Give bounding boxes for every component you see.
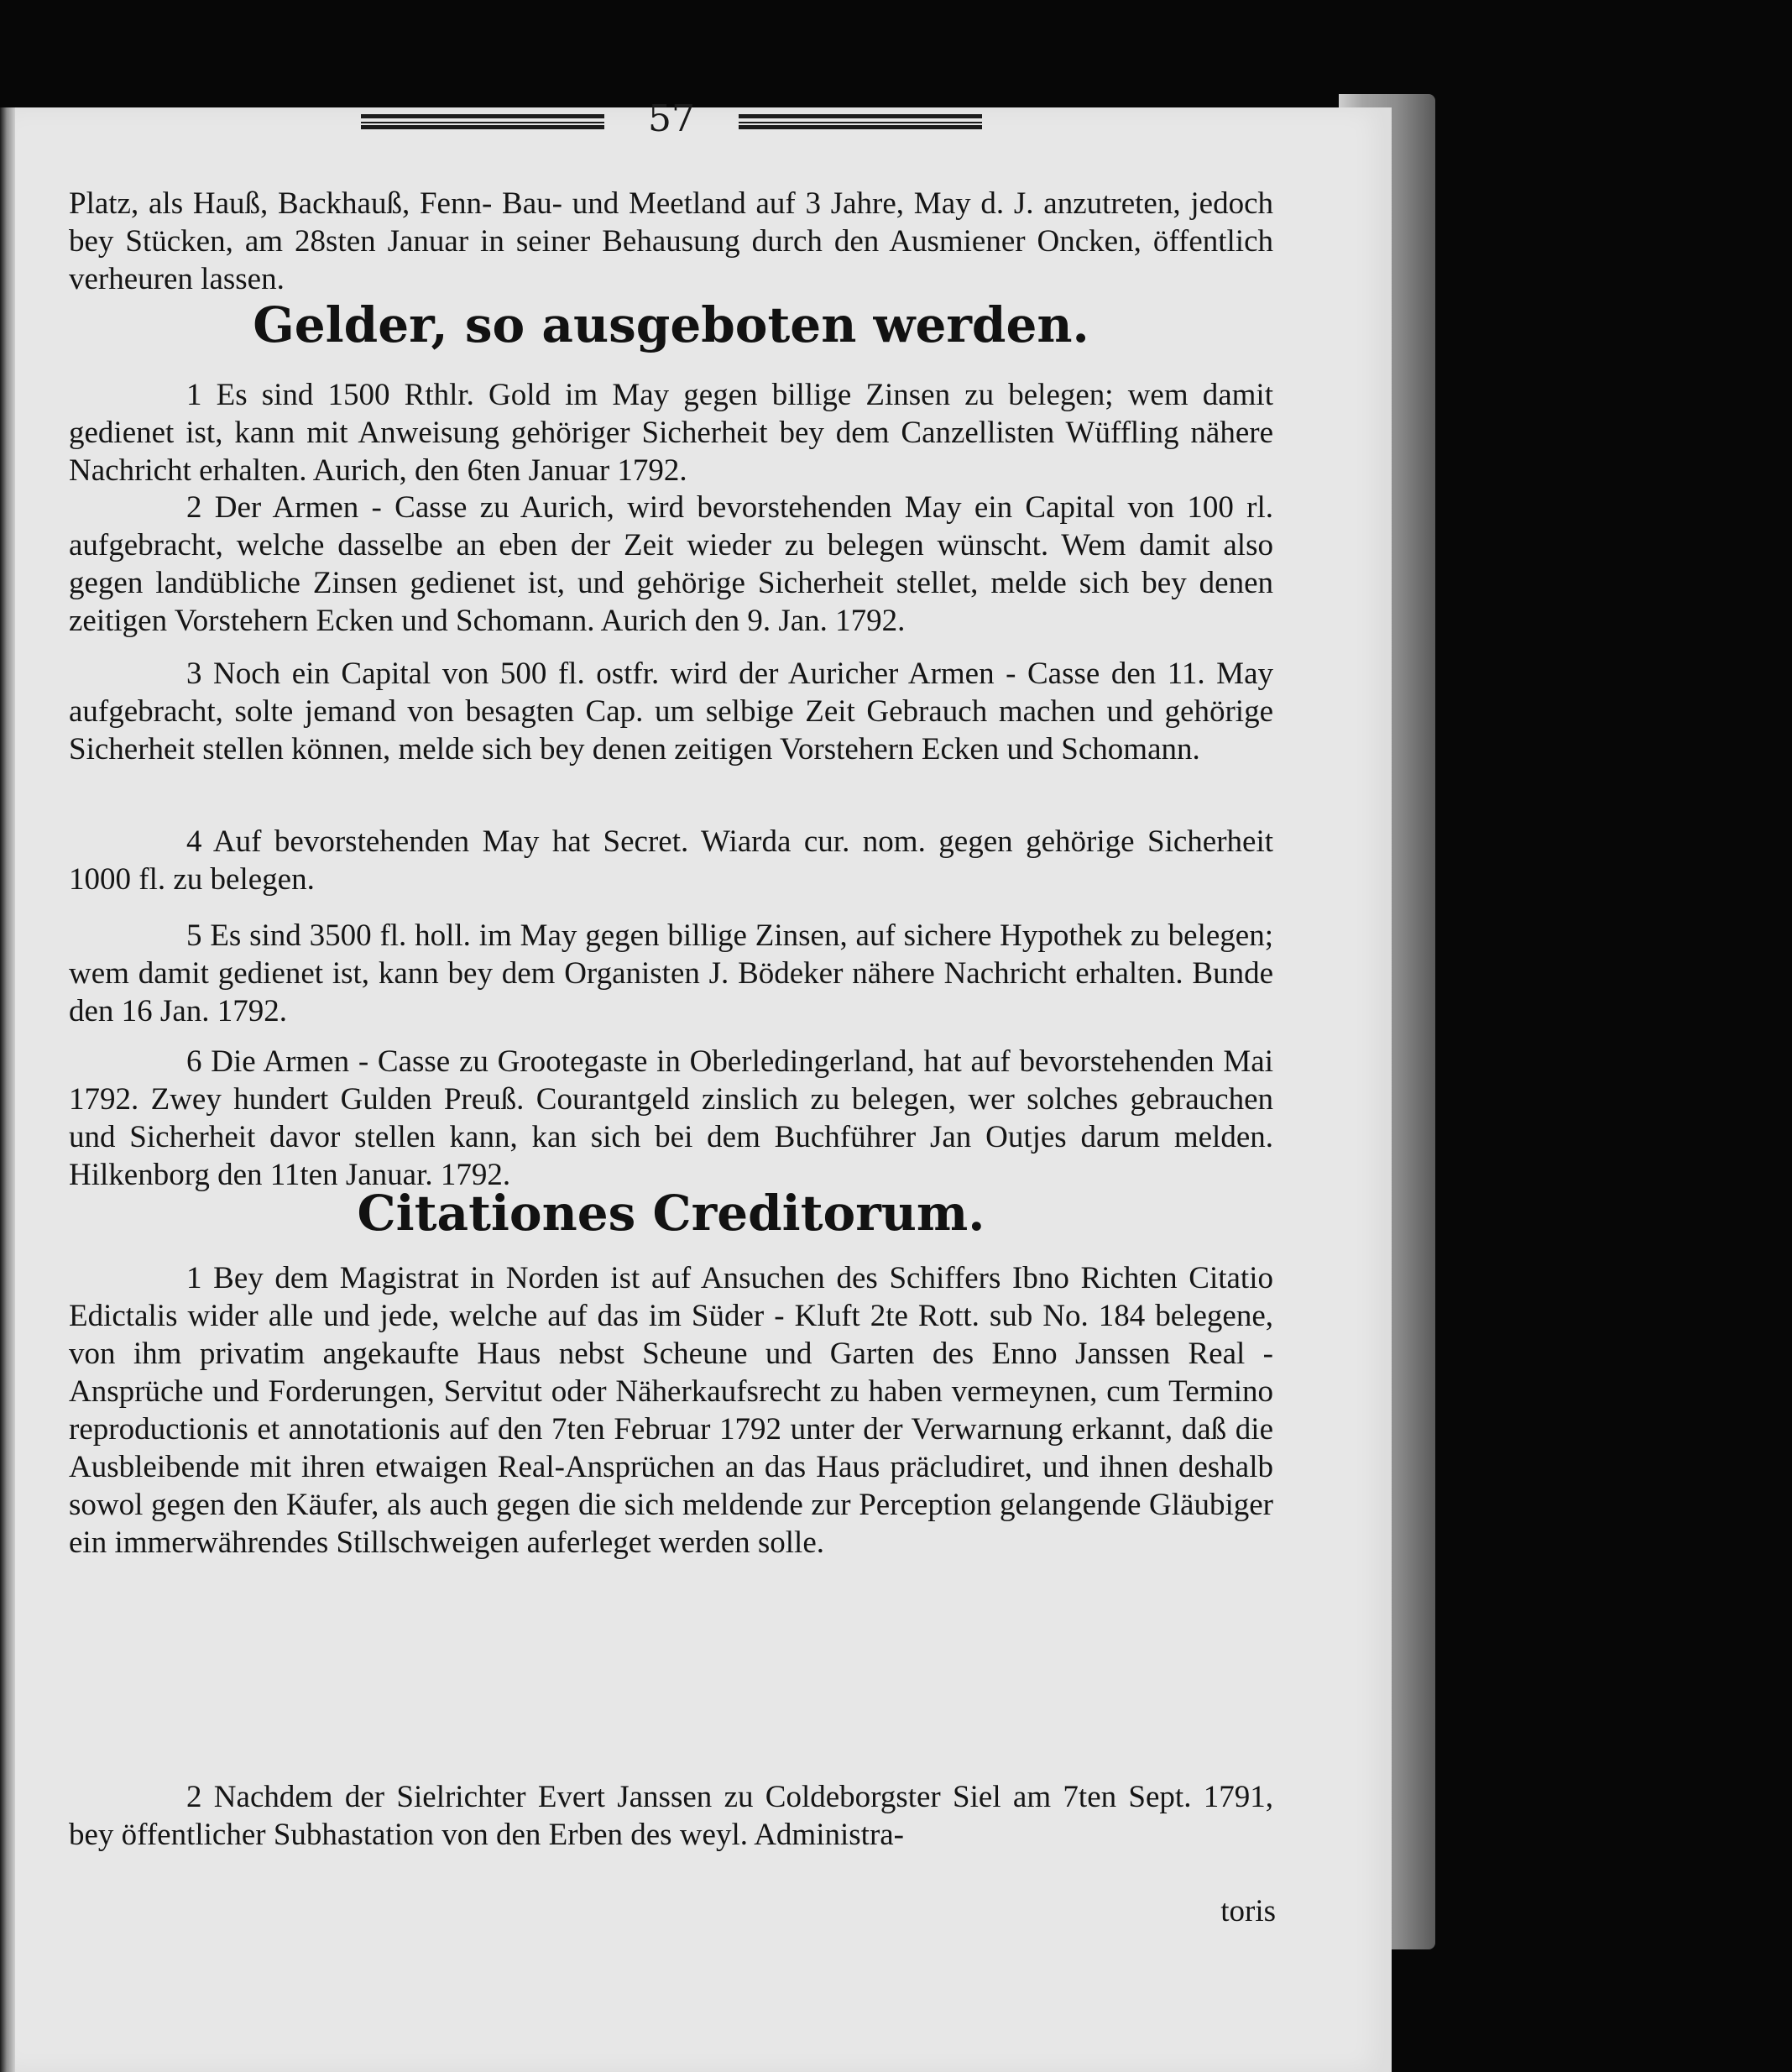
header-rule-right: [739, 114, 982, 129]
gelder-entry-2: 2 Der Armen - Casse zu Aurich, wird bevorstehenden May ein Capital von 100 rl. aufgebracht, welche dasselbe an eben der Zeit wieder zu belegen wünscht. Wem damit also gegen landübliche Zinsen gedienet ist, und gehörige Sicherheit stellet, melde sich bey denen zeitigen Vorstehern Ecken und Schomann. Aurich den 9. Jan. 1792.: [69, 490, 1273, 638]
catchword: toris: [1220, 1894, 1276, 1928]
page-number: 57: [648, 97, 695, 140]
gelder-entry-1: 1 Es sind 1500 Rthlr. Gold im May gegen billige Zinsen zu belegen; wem damit gedienet ist, kann mit Anweisung gehöriger Sicherheit bey dem Canzellisten Wüffling nähere Nachricht erhalten. Aurich, den 6ten Januar 1792.: [69, 378, 1273, 488]
gelder-entry-4: 4 Auf bevorstehenden May hat Secret. Wiarda cur. nom. gegen gehörige Sicherheit 1000 fl. zu belegen.: [69, 824, 1273, 897]
section-heading-citationes: Citationes Creditorum.: [357, 1185, 985, 1242]
section-heading-gelder: Gelder, so ausgeboten werden.: [253, 296, 1089, 353]
gelder-entry-6: 6 Die Armen - Casse zu Grootegaste in Oberledingerland, hat auf bevorstehenden Mai 1792. Zwey hundert Gulden Preuß. Courantgeld zinslich zu belegen, wer solches gebrauchen und Sicherheit davor stellen kann, kan sich bei dem Buchführer Jan Outjes darum melden. Hilkenborg den 11ten Januar. 1792.: [69, 1044, 1273, 1192]
left-page-edge: [0, 107, 15, 2072]
citationes-entry-2: 2 Nachdem der Sielrichter Evert Janssen zu Coldeborgster Siel am 7ten Sept. 1791, bey öffentlicher Subhastation von den Erben des weyl. Administra-: [69, 1780, 1273, 1852]
gelder-entry-5: 5 Es sind 3500 fl. holl. im May gegen billige Zinsen, auf sichere Hypothek zu belegen; wem damit gedienet ist, kann bey dem Organisten J. Bödeker nähere Nachricht erhalten. Bunde den 16 Jan. 1792.: [69, 918, 1273, 1028]
citationes-entry-1: 1 Bey dem Magistrat in Norden ist auf Ansuchen des Schiffers Ibno Richten Citatio Edictalis wider alle und jede, welche auf das im Süder - Kluft 2te Rott. sub No. 184 belegene, von ihm privatim angekaufte Haus nebst Scheune und Garten des Enno Janssen Real - Ansprüche und Forderungen, Servitut oder Näherkaufsrecht zu haben vermeynen, cum Termino reproductionis et annotationis auf den 7ten Februar 1792 unter der Verwarnung erkannt, daß die Ausbleibende mit ihren etwaigen Real-Ansprüchen an das Haus präcludiret, und ihnen deshalb sowol gegen den Käufer, als auch gegen die sich meldende zur Perception gelangende Gläubiger ein immerwährendes Stillschweigen auferleget werden solle.: [69, 1261, 1273, 1560]
page-header: [361, 94, 982, 153]
intro-paragraph: Platz, als Hauß, Backhauß, Fenn- Bau- und Meetland auf 3 Jahre, May d. J. anzutreten, jedoch bey Stücken, am 28sten Januar in seiner Behausung durch den Ausmiener Oncken, öffentlich verheuren lassen.: [69, 186, 1273, 296]
gelder-entry-3: 3 Noch ein Capital von 500 fl. ostfr. wird der Auricher Armen - Casse den 11. May aufgebracht, solte jemand von besagten Cap. um selbige Zeit Gebrauch machen und gehörige Sicherheit stellen können, melde sich bey denen zeitigen Vorstehern Ecken und Schomann.: [69, 657, 1273, 767]
